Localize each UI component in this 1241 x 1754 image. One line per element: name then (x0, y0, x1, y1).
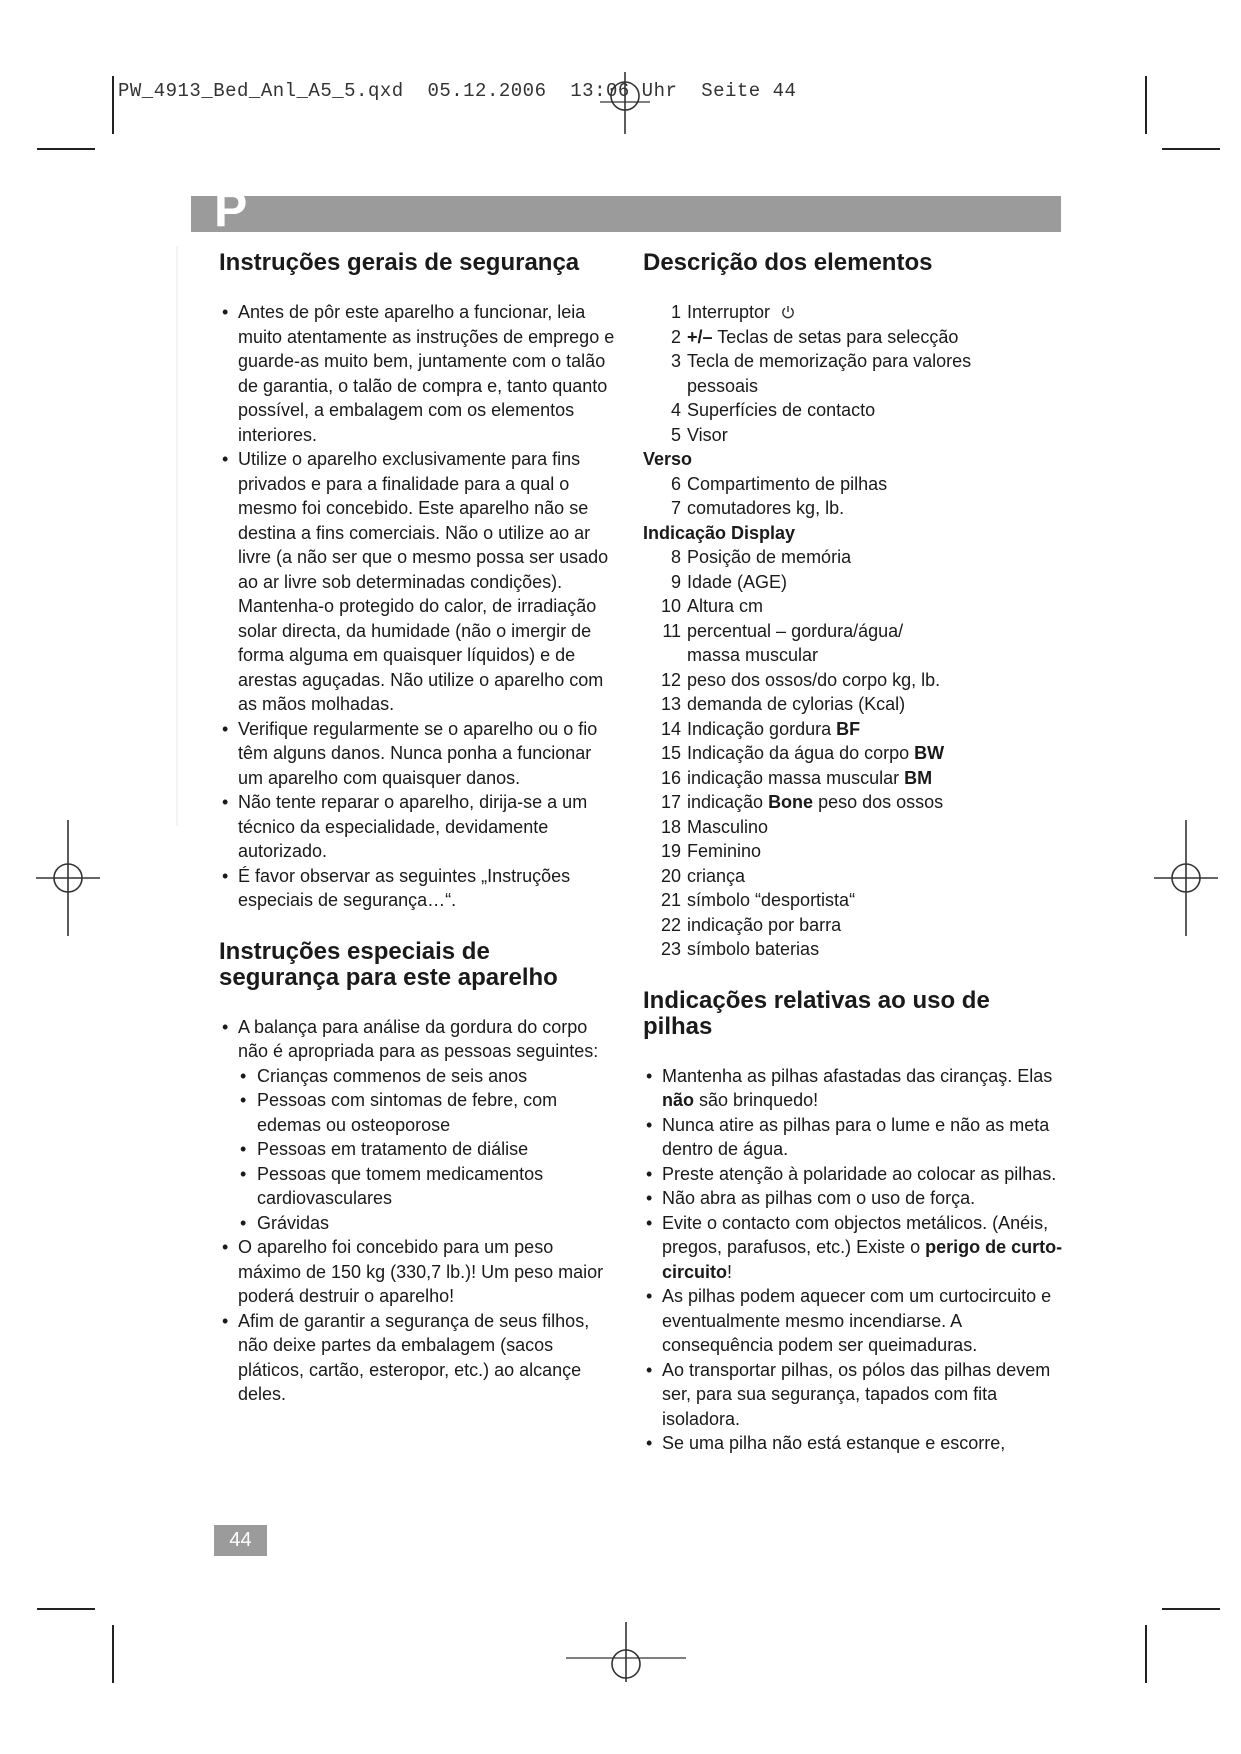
item-number: 11 (662, 620, 681, 641)
text: são brinquedo! (694, 1090, 819, 1110)
list-item: • Antes de pôr este aparelho a funcionar, leia muito atentamente as instruções de emprego e guarde-as muito bem, juntamente com o talão de garantia, o talão de compra e, tanto quanto possível, a embalagem com os elementos interiores. (219, 300, 619, 447)
text: Evite o contacto com objectos metálicos. (Anéis, pregos, parafusos, etc.) Existe o (662, 1212, 1049, 1257)
item-label: comutadores kg, lb. (687, 498, 845, 518)
element-item (643, 325, 1063, 350)
group-heading: Verso (643, 449, 693, 469)
item-text (687, 717, 860, 742)
list-item: • É favor observar as seguintes „Instruções especiais de segurança…“. (219, 864, 619, 913)
item-bold: BF (836, 718, 861, 739)
list-item (219, 1015, 619, 1236)
crop-mark (1145, 76, 1147, 134)
item-label: peso dos ossos (813, 792, 944, 812)
item-text (687, 741, 944, 766)
registration-mark-icon (1154, 820, 1218, 936)
item-label: Indicação gordura (687, 718, 837, 739)
crop-mark (37, 1608, 95, 1610)
right-column (643, 250, 1063, 1456)
item-text (687, 766, 932, 791)
registration-mark-icon (566, 1622, 686, 1682)
element-item (643, 815, 1063, 840)
element-item (643, 594, 1063, 619)
item-number: 15 (660, 743, 681, 763)
item-text (687, 545, 851, 570)
special-safety-heading: Instruções especiais de segurança para este aparelho (219, 937, 558, 991)
item-label: criança (687, 865, 746, 886)
crop-mark (112, 76, 114, 134)
item-label: indicação (687, 792, 769, 812)
item-label: Feminino (687, 841, 762, 861)
item-bold: BM (904, 767, 933, 788)
item-number: 17 (660, 792, 681, 812)
item-text (687, 398, 875, 423)
list-item: • Ao transportar pilhas, os pólos das pilhas devem ser, para sua segurança, tapados com fita isoladora. (643, 1358, 1063, 1432)
text: ! (727, 1261, 733, 1282)
sub-list-item: • Pessoas com sintomas de febre, com edemas ou osteoporose (238, 1088, 619, 1137)
list-item: • As pilhas podem aquecer com um curtocircuito e eventualmente mesmo incendiarse. A consequência podem ser queimaduras. (643, 1284, 1063, 1358)
item-number: 12 (660, 669, 681, 690)
item-text (687, 815, 768, 840)
item-bold: BW (914, 743, 945, 763)
registration-mark-icon (36, 820, 100, 936)
list-item: • Não tente reparar o aparelho, dirija-se a um técnico da especialidade, devidamente autorizado. (219, 790, 619, 864)
element-item (643, 937, 1063, 962)
item-text (687, 937, 819, 962)
item-label: Teclas de setas para selecção (712, 326, 959, 347)
item-label: peso dos ossos/do corpo kg, lb. (687, 669, 941, 690)
item-number: 2 (670, 326, 681, 347)
item-number: 18 (660, 816, 681, 837)
item-label: Interruptor (687, 302, 771, 322)
item-number: 7 (670, 498, 681, 518)
sub-list-item: • Crianças commenos de seis anos (238, 1064, 619, 1089)
item-label: Masculino (687, 816, 769, 837)
element-item (643, 570, 1063, 595)
element-item (643, 472, 1063, 497)
list-item: • O aparelho foi concebido para um peso máximo de 150 kg (330,7 lb.)! Um peso maior poderá destruir o aparelho! (219, 1235, 619, 1309)
element-item (643, 619, 1063, 644)
crop-mark (1162, 1608, 1220, 1610)
item-text (687, 692, 905, 717)
item-label: Posição de memória (687, 547, 852, 567)
power-icon (780, 304, 796, 320)
element-item-continuation (643, 374, 1063, 399)
item-number: 3 (670, 351, 681, 371)
item-number: 23 (660, 939, 681, 959)
excluded-persons-list (219, 1064, 619, 1236)
registration-mark-icon (600, 72, 650, 136)
list-item (643, 1211, 1063, 1285)
crop-mark (37, 148, 95, 150)
item-label: demanda de cylorias (Kcal) (687, 694, 906, 714)
item-text (687, 619, 903, 644)
element-item (643, 790, 1063, 815)
item-text (687, 888, 855, 913)
batteries-heading: Indicações relativas ao uso de pilhas (643, 986, 990, 1040)
item-number: 20 (660, 865, 681, 886)
element-item (643, 741, 1063, 766)
element-item (643, 423, 1063, 448)
element-item (643, 839, 1063, 864)
item-number: 13 (660, 694, 681, 714)
list-item-text: A balança para análise da gordura do corpo não é apropriada para as pessoas seguintes: (238, 1016, 599, 1061)
page-number: 44 (214, 1525, 267, 1556)
text-bold: não (662, 1090, 695, 1110)
print-slug: PW_4913_Bed_Anl_A5_5.qxd 05.12.2006 13:06 Uhr Seite 44 (118, 80, 797, 102)
item-number: 10 (660, 596, 681, 616)
elements-list (643, 300, 1063, 962)
element-item-continuation (643, 643, 1063, 668)
item-text (687, 913, 841, 938)
item-text (687, 594, 763, 619)
element-item (643, 913, 1063, 938)
item-label: percentual – gordura/água/ (687, 620, 904, 641)
item-label: Altura cm (687, 596, 764, 616)
crop-mark (112, 1625, 114, 1683)
item-text: massa muscular (687, 645, 819, 665)
general-safety-list (219, 300, 619, 913)
sub-list-item: • Grávidas (238, 1211, 619, 1236)
item-number: 14 (660, 718, 681, 739)
element-item (643, 496, 1063, 521)
element-item (643, 300, 1063, 325)
item-label: Tecla de memorização para valores (687, 351, 972, 371)
item-number: 16 (660, 767, 681, 788)
item-text (687, 325, 958, 350)
item-text (687, 668, 940, 693)
item-text (687, 349, 971, 374)
item-number: 4 (670, 400, 681, 420)
item-number: 6 (670, 473, 681, 494)
batteries-list (643, 1064, 1063, 1456)
item-bold: +/– (687, 326, 713, 347)
item-number: 21 (660, 890, 681, 910)
list-item: • Preste atenção à polaridade ao colocar as pilhas. (643, 1162, 1063, 1187)
item-number: 19 (660, 841, 681, 861)
item-number: 22 (660, 914, 681, 935)
scan-shadow (176, 246, 178, 826)
text-bold: perigo de curto-circuito (662, 1237, 1063, 1282)
list-item: • Nunca atire as pilhas para o lume e não as meta dentro de água. (643, 1113, 1063, 1162)
group-heading: Indicação Display (643, 522, 796, 543)
special-safety-list (219, 1015, 619, 1407)
list-item: • Utilize o aparelho exclusivamente para fins privados e para a finalidade para a qual o mesmo foi concebido. Este aparelho não se destina a fins comerciais. Não o utilize ao ar livre (a não ser que o mesmo possa ser usado ao ar livre sob determinadas condições). Mantenha-o protegido do calor, de irradiação solar directa, da humidade (não o imergir de forma alguma em quaisquer líquidos) e de arestas aguçadas. Não utilize o aparelho com as mãos molhadas. (219, 447, 619, 717)
item-label: Superfícies de contacto (687, 400, 876, 420)
list-item: • Se uma pilha não está estanque e escorre, (643, 1431, 1063, 1456)
element-item (643, 717, 1063, 742)
element-item (643, 692, 1063, 717)
item-text (687, 472, 887, 497)
sub-list-item: • Pessoas em tratamento de diálise (238, 1137, 619, 1162)
list-item: • Não abra as pilhas com o uso de força. (643, 1186, 1063, 1211)
element-item (643, 398, 1063, 423)
crop-mark (1162, 148, 1220, 150)
item-text (687, 864, 745, 889)
element-item (643, 888, 1063, 913)
element-item (643, 545, 1063, 570)
item-label: Indicação da água do corpo (687, 743, 915, 763)
list-item: • Afim de garantir a segurança de seus filhos, não deixe partes da embalagem (sacos pláticos, cartão, esteropor, etc.) ao alcançe deles. (219, 1309, 619, 1407)
element-item (643, 766, 1063, 791)
item-label: indicação massa muscular (687, 767, 905, 788)
element-item (643, 864, 1063, 889)
item-label: Visor (687, 424, 728, 445)
item-text (687, 790, 943, 815)
item-label: Compartimento de pilhas (687, 473, 888, 494)
item-text (687, 300, 796, 325)
item-number: 1 (670, 302, 681, 322)
language-tab: P (214, 186, 248, 232)
item-label: indicação por barra (687, 914, 842, 935)
item-number: 8 (670, 547, 681, 567)
item-text: pessoais (687, 375, 759, 396)
crop-mark (1145, 1625, 1147, 1683)
text: Mantenha as pilhas afastadas das cirançaş. Elas (662, 1065, 1053, 1086)
item-bold: Bone (768, 792, 814, 812)
item-number: 9 (670, 571, 681, 592)
sub-list-item: • Pessoas que tomem medicamentos cardiovasculares (238, 1162, 619, 1211)
language-header-bar (191, 196, 1061, 232)
item-text (687, 839, 761, 864)
item-number: 5 (670, 424, 681, 445)
item-text (687, 570, 787, 595)
item-label: símbolo baterias (687, 939, 820, 959)
item-label: Idade (AGE) (687, 571, 788, 592)
item-label: símbolo “desportista“ (687, 890, 856, 910)
list-item: • Verifique regularmente se o aparelho ou o fio têm alguns danos. Nunca ponha a funcionar um aparelho com quaisquer danos. (219, 717, 619, 791)
item-text (687, 496, 844, 521)
item-text (687, 423, 728, 448)
list-item (643, 1064, 1063, 1113)
elements-heading: Descrição dos elementos (643, 249, 933, 276)
element-item (643, 349, 1063, 374)
left-column (219, 250, 619, 1407)
element-item (643, 668, 1063, 693)
general-safety-heading: Instruções gerais de segurança (219, 249, 580, 276)
